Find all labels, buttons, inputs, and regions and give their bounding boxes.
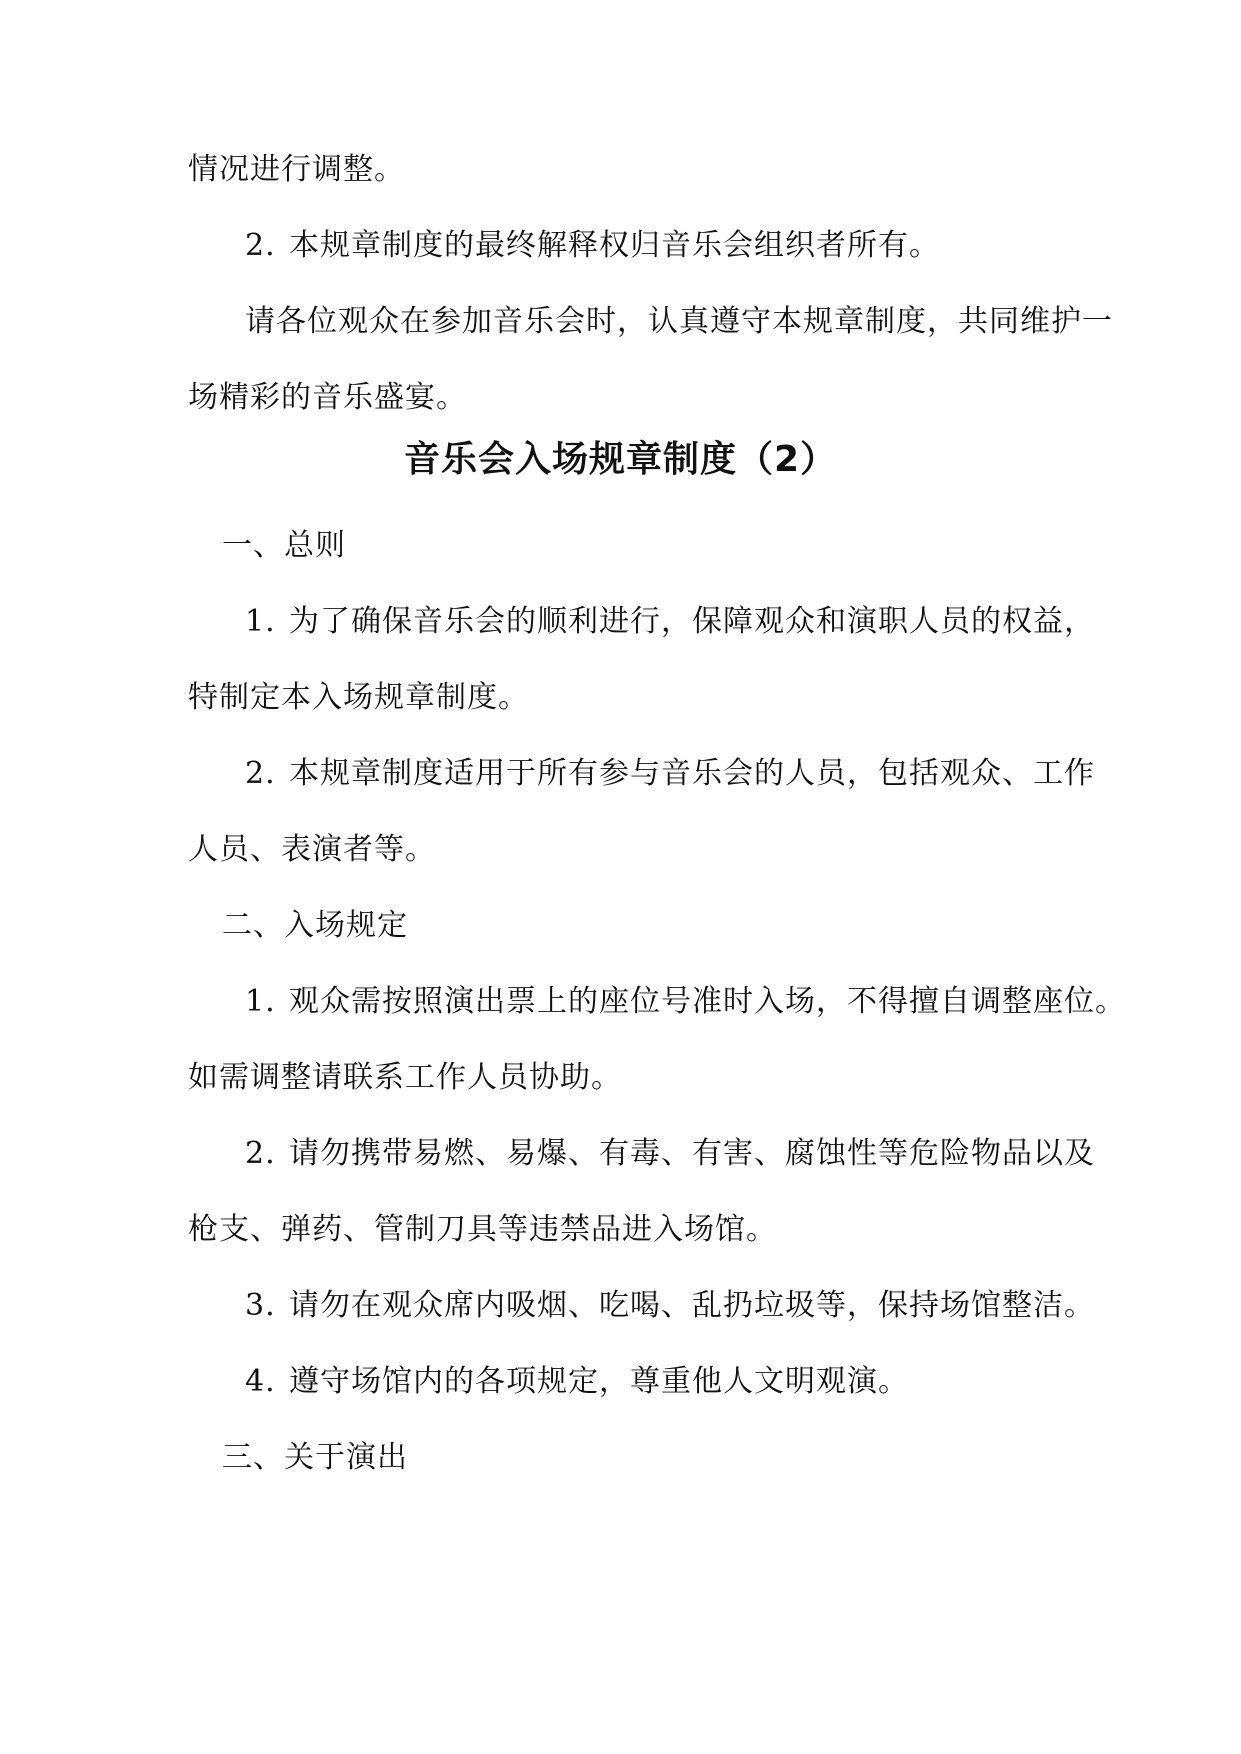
item-number: 1. xyxy=(245,984,276,1019)
section1-item-2-line-1 xyxy=(245,755,1095,793)
item-text: 观众需按照演出票上的座位号准时入场，不得擅自调整座位。 xyxy=(289,984,1126,1019)
item-text: 本规章制度的最终解释权归音乐会组织者所有。 xyxy=(289,228,940,263)
section2-item-1-line-2: 如需调整请联系工作人员协助。 xyxy=(188,1060,622,1095)
section1-item-1-line-1 xyxy=(245,603,1095,641)
section1-item-1-line-2: 特制定本入场规章制度。 xyxy=(188,680,529,715)
section1-item-2-line-2: 人员、表演者等。 xyxy=(188,832,436,867)
paragraph-continuation: 情况进行调整。 xyxy=(188,152,405,187)
item-text: 请勿在观众席内吸烟、吃喝、乱扔垃圾等，保持场馆整洁。 xyxy=(289,1288,1095,1323)
section-heading-performance: 三、关于演出 xyxy=(222,1440,408,1475)
item-text: 请勿携带易燃、易爆、有毒、有害、腐蚀性等危险物品以及 xyxy=(289,1136,1095,1171)
item-number: 2. xyxy=(245,228,276,263)
previous-item-2 xyxy=(245,227,940,265)
section2-item-2-line-1 xyxy=(245,1135,1095,1173)
section2-item-2-line-2: 枪支、弹药、管制刀具等违禁品进入场馆。 xyxy=(188,1212,777,1247)
item-number: 2. xyxy=(245,756,276,791)
item-text: 遵守场馆内的各项规定，尊重他人文明观演。 xyxy=(289,1364,909,1399)
section2-item-1-line-1 xyxy=(245,983,1126,1021)
section-heading-general: 一、总则 xyxy=(222,528,346,563)
closing-paragraph-line-1: 请各位观众在参加音乐会时，认真遵守本规章制度，共同维护一 xyxy=(245,304,1113,339)
item-text: 为了确保音乐会的顺利进行，保障观众和演职人员的权益， xyxy=(289,604,1095,639)
section2-item-3 xyxy=(245,1287,1095,1325)
section-heading-entry-rules: 二、入场规定 xyxy=(222,908,408,943)
item-text: 本规章制度适用于所有参与音乐会的人员，包括观众、工作 xyxy=(289,756,1095,791)
closing-paragraph-line-2: 场精彩的音乐盛宴。 xyxy=(188,380,467,415)
item-number: 4. xyxy=(245,1364,276,1399)
document-title: 音乐会入场规章制度（2） xyxy=(403,439,838,480)
item-number: 3. xyxy=(245,1288,276,1323)
section2-item-4 xyxy=(245,1363,909,1401)
item-number: 2. xyxy=(245,1136,276,1171)
item-number: 1. xyxy=(245,604,276,639)
